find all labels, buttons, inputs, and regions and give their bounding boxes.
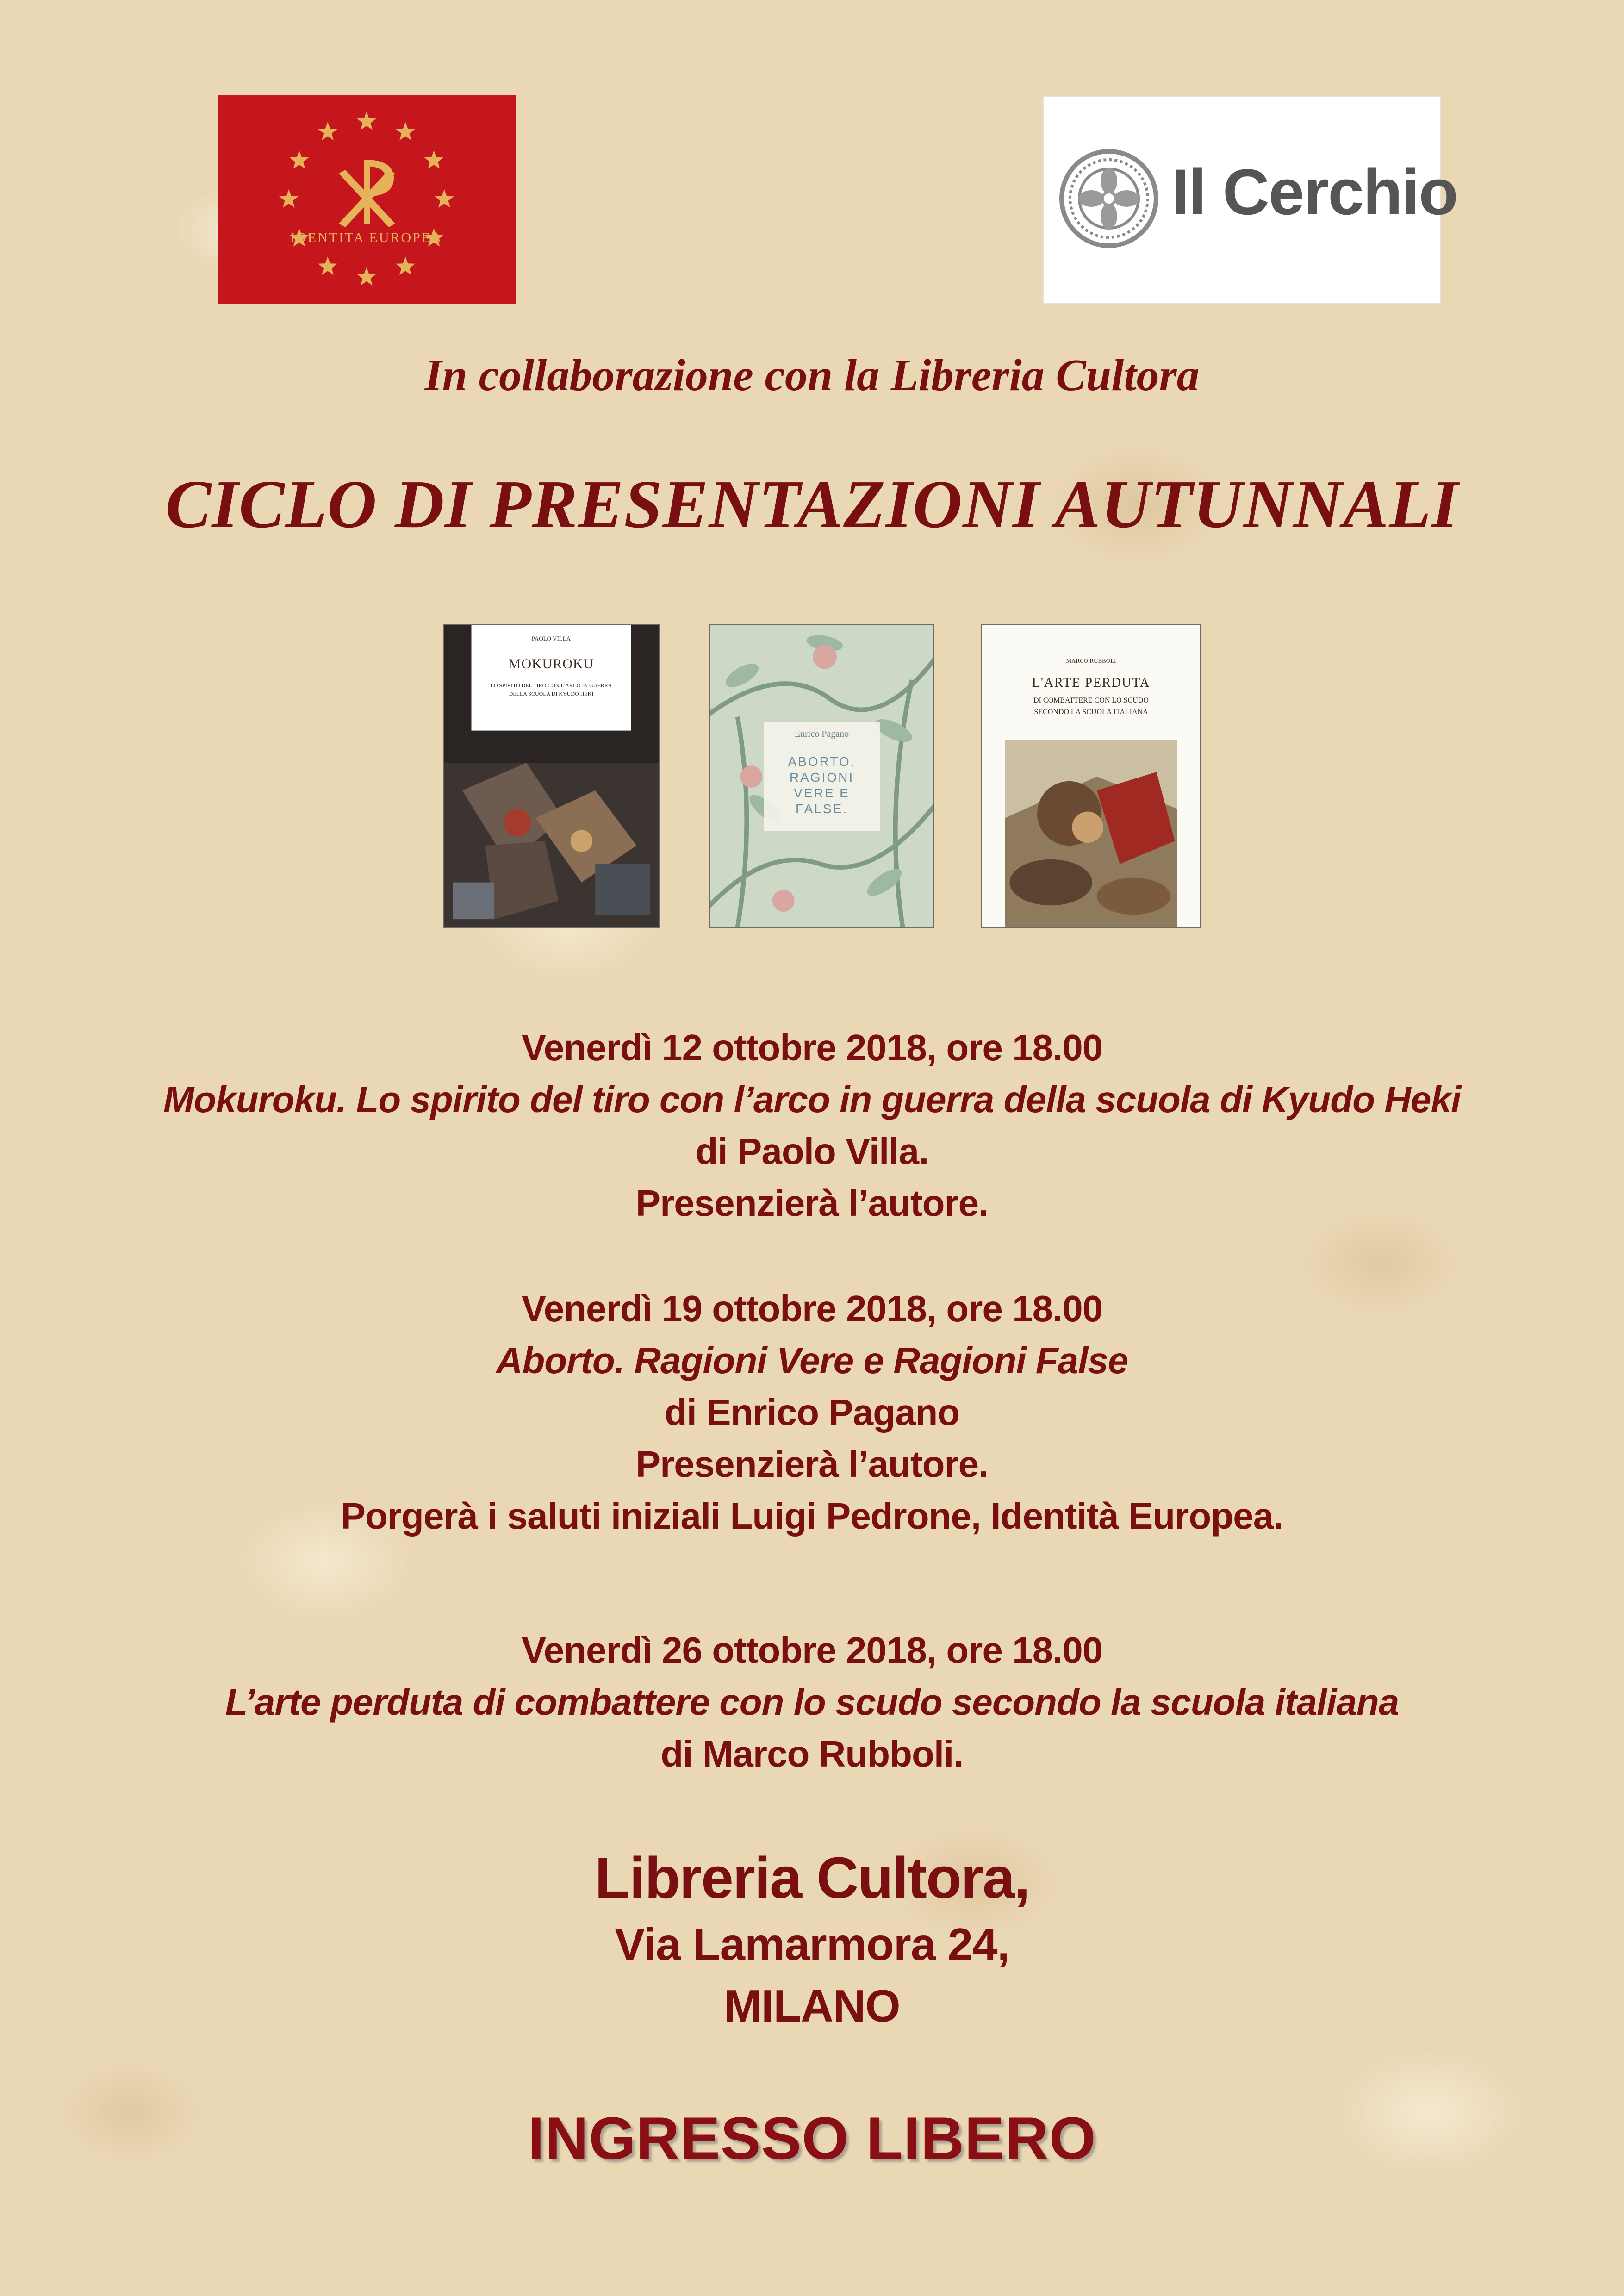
- book-cover-mokuroku: [443, 624, 660, 928]
- battle-painting-icon: [982, 625, 1200, 927]
- collaboration-subtitle: In collaborazione con la Libreria Cultora: [424, 350, 1200, 400]
- star-icon: [279, 189, 299, 208]
- event-3-author: di Marco Rubboli.: [660, 1733, 964, 1774]
- identita-europea-logo: [218, 95, 516, 304]
- star-icon: [318, 122, 337, 141]
- star-icon: [396, 257, 415, 275]
- star-icon: [424, 150, 444, 169]
- book-cover-arte-perduta: [981, 624, 1201, 928]
- venue-street: Via Lamarmora 24,: [615, 1919, 1009, 1970]
- book-3-author: MARCO RUBBOLI: [1066, 657, 1116, 664]
- rosette-icon: [1058, 129, 1160, 268]
- venue-city: MILANO: [724, 1980, 900, 2031]
- event-1-date: Venerdì 12 ottobre 2018, ore 18.00: [521, 1027, 1103, 1068]
- event-3-book: L’arte perduta di combattere con lo scudo secondo la scuola italiana: [225, 1681, 1399, 1723]
- book-1-subtitle-1: LO SPIRITO DEL TIRO CON L'ARCO IN GUERRA: [490, 682, 612, 689]
- free-entry-banner: INGRESSO LIBERO: [528, 2104, 1096, 2172]
- page-title: CICLO DI PRESENTAZIONI AUTUNNALI: [165, 467, 1459, 542]
- chi-rho-stars-icon: [218, 95, 516, 304]
- book-3-subtitle-2: SECONDO LA SCUOLA ITALIANA: [1034, 708, 1148, 716]
- book-1-author: PAOLO VILLA: [531, 635, 571, 642]
- book-2-title-3: VERE E: [794, 786, 850, 800]
- identita-europea-text: IDENTITA EUROPEA: [290, 230, 443, 245]
- star-icon: [357, 267, 376, 286]
- event-1-note: Presenzierà l’autore.: [635, 1182, 989, 1224]
- star-icon: [318, 257, 337, 275]
- event-2-book: Aborto. Ragioni Vere e Ragioni False: [496, 1340, 1128, 1381]
- book-3-subtitle-1: DI COMBATTERE CON LO SCUDO: [1033, 697, 1149, 704]
- star-icon: [290, 150, 309, 169]
- book-cover-aborto: [709, 624, 934, 928]
- venue-name: Libreria Cultora,: [594, 1845, 1030, 1910]
- event-2-author: di Enrico Pagano: [664, 1392, 960, 1433]
- star-icon: [435, 189, 454, 208]
- event-2-note-2: Porgerà i saluti iniziali Luigi Pedrone, Identità Europea.: [341, 1495, 1283, 1537]
- event-1-book: Mokuroku. Lo spirito del tiro con l’arco in guerra della scuola di Kyudo Heki: [163, 1079, 1461, 1120]
- book-2-title-4: FALSE.: [796, 802, 848, 816]
- book-1-subtitle-2: DELLA SCUOLA DI KYUDO HEKI: [509, 691, 594, 697]
- event-1-author: di Paolo Villa.: [695, 1131, 929, 1172]
- book-2-title-1: ABORTO.: [788, 754, 856, 769]
- il-cerchio-name: Il Cerchio: [1171, 156, 1457, 228]
- event-2-date: Venerdì 19 ottobre 2018, ore 18.00: [521, 1288, 1103, 1329]
- book-1-title: MOKUROKU: [508, 656, 594, 672]
- book-3-title: L'ARTE PERDUTA: [1032, 676, 1151, 690]
- book-2-title-2: RAGIONI: [789, 770, 854, 784]
- event-2-note-1: Presenzierà l’autore.: [635, 1444, 989, 1485]
- il-cerchio-logo: [1043, 96, 1457, 304]
- star-icon: [396, 122, 415, 141]
- book-2-author: Enrico Pagano: [794, 729, 849, 739]
- star-icon: [357, 112, 376, 130]
- event-3-date: Venerdì 26 ottobre 2018, ore 18.00: [521, 1630, 1103, 1671]
